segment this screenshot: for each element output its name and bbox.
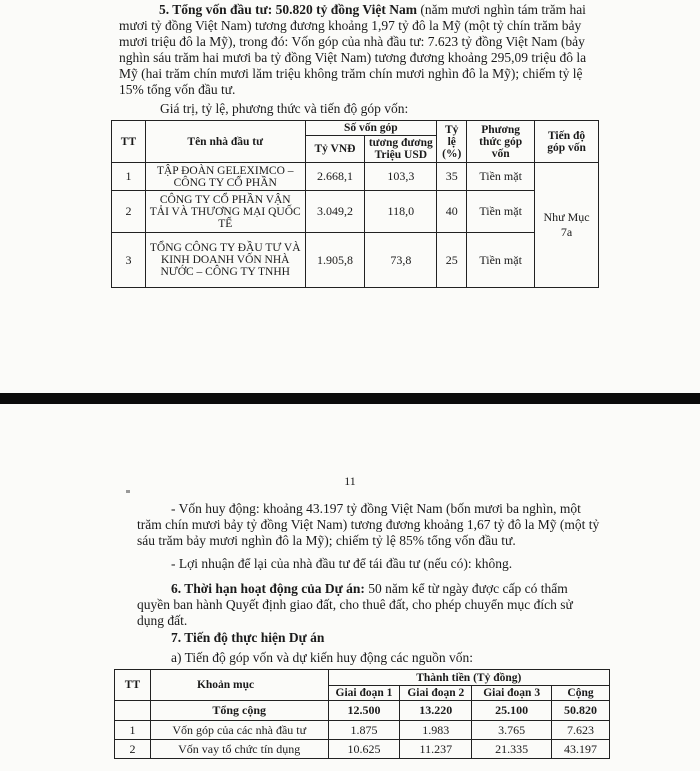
col-capital: Số vốn góp [305,121,437,136]
operation-term-paragraph [137,581,603,629]
section-7-heading: 7. Tiến độ thực hiện Dự án [171,630,325,645]
scan-speck [126,490,130,493]
col-amount: Thành tiền (Tỷ đồng) [328,670,609,686]
row-tt: 1 [115,721,151,740]
row-sum: 43.197 [552,740,610,759]
capital-schedule-table [114,669,610,759]
row-label: Tổng cộng [150,701,328,721]
total-capital-text: (năm mươi nghìn tám trăm hai mươi tỷ đồng Việt Nam) tương đương khoảng 1,97 tỷ đô la Mỹ (một tỷ chín trăm bảy mươi triệu đô la Mỹ), trong đó: Vốn góp của nhà đầu tư: 7.623 tỷ đồng Việt Nam (bảy nghìn sáu trăm hai mươi ba tỷ đồng Việt Nam) tương đương khoảng 295,09 triệu đô la Mỹ (hai trăm chín mươi lăm triệu không trăm chín mươi nghìn đô la Mỹ); chiếm tỷ lệ 15% tổng vốn đầu tư. [119,2,587,97]
row-vnd: 2.668,1 [305,163,365,191]
col-item: Khoản mục [150,670,328,701]
page-number: 11 [344,474,356,488]
row-method: Tiền mặt [467,233,535,288]
section-7a-heading: a) Tiến độ góp vốn và dự kiến huy động các nguồn vốn: [171,650,474,665]
table-row [115,740,610,759]
row-phase-2: 1.983 [400,721,472,740]
table-row [115,721,610,740]
row-sum: 50.820 [552,701,610,721]
row-usd: 73,8 [365,233,437,288]
col-usd: tương đương Triệu USD [365,136,437,163]
row-vnd: 3.049,2 [305,191,365,233]
row-usd: 103,3 [365,163,437,191]
row-phase-3: 21.335 [472,740,552,759]
investor-capital-table [111,120,599,288]
row-tt: 2 [112,191,146,233]
row-label: Vốn góp của các nhà đầu tư [150,721,328,740]
row-sum: 7.623 [552,721,610,740]
row-phase-1: 1.875 [328,721,400,740]
table-row-total [115,701,610,721]
row-phase-3: 3.765 [472,721,552,740]
row-method: Tiền mặt [467,163,535,191]
row-progress: Như Mục 7a [535,163,599,288]
total-capital-heading: 5. Tổng vốn đầu tư: 50.820 tỷ đồng Việt Nam [159,2,418,17]
col-tt: TT [115,670,151,701]
row-tt: 2 [115,740,151,759]
row-method: Tiền mặt [467,191,535,233]
col-progress: Tiến độ góp vốn [535,121,599,163]
row-investor-name: CÔNG TY CỔ PHẦN VẬN TẢI VÀ THƯƠNG MẠI QUỐC TẾ [145,191,305,233]
col-investor-name: Tên nhà đầu tư [145,121,305,163]
capital-contribution-subheading: Giá trị, tỷ lệ, phương thức và tiến độ góp vốn: [160,101,409,116]
col-vnd: Tỷ VNĐ [305,136,365,163]
col-sum: Cộng [552,686,610,701]
row-phase-3: 25.100 [472,701,552,721]
row-investor-name: TẬP ĐOÀN GELEXIMCO – CÔNG TY CỔ PHẦN [145,163,305,191]
row-ratio: 40 [437,191,467,233]
col-tt: TT [112,121,146,163]
row-vnd: 1.905,8 [305,233,365,288]
operation-term-heading: 6. Thời hạn hoạt động của Dự án: [171,581,365,596]
total-capital-paragraph [119,2,591,98]
row-phase-2: 13.220 [400,701,472,721]
page-separator-bar [0,393,700,404]
row-phase-1: 12.500 [328,701,400,721]
row-usd: 118,0 [365,191,437,233]
table-row [112,233,599,288]
col-ratio: Tỷ lệ (%) [437,121,467,163]
retained-profit-paragraph: - Lợi nhuận để lại của nhà đầu tư để tái đầu tư (nếu có): không. [171,556,513,571]
table-row [112,163,599,191]
row-phase-2: 11.237 [400,740,472,759]
table-row [112,191,599,233]
operation-term-text: 50 năm kể từ ngày được cấp có thẩm quyền ban hành Quyết định giao đất, cho thuê đất, cho phép chuyển mục đích sử dụng đất. [137,581,573,628]
row-tt: 1 [112,163,146,191]
row-ratio: 25 [437,233,467,288]
row-tt: 3 [112,233,146,288]
col-phase-1: Giai đoạn 1 [328,686,400,701]
row-phase-1: 10.625 [328,740,400,759]
col-method: Phương thức góp vốn [467,121,535,163]
loan-capital-paragraph: - Vốn huy động: khoảng 43.197 tỷ đồng Việt Nam (bốn mươi ba nghìn, một trăm chín mươi bảy tỷ đồng Việt Nam) tương đương khoảng 1,67 tỷ đô la Mỹ (một tỷ sáu trăm bảy mươi nghìn đô la Mỹ); chiếm tỷ lệ 85% tổng vốn đầu tư. [137,501,600,548]
col-phase-3: Giai đoạn 3 [472,686,552,701]
row-investor-name: TỔNG CÔNG TY ĐẦU TƯ VÀ KINH DOANH VỐN NHÀ NƯỚC – CÔNG TY TNHH [145,233,305,288]
row-label: Vốn vay tổ chức tín dụng [150,740,328,759]
col-phase-2: Giai đoạn 2 [400,686,472,701]
row-ratio: 35 [437,163,467,191]
row-tt [115,701,151,721]
